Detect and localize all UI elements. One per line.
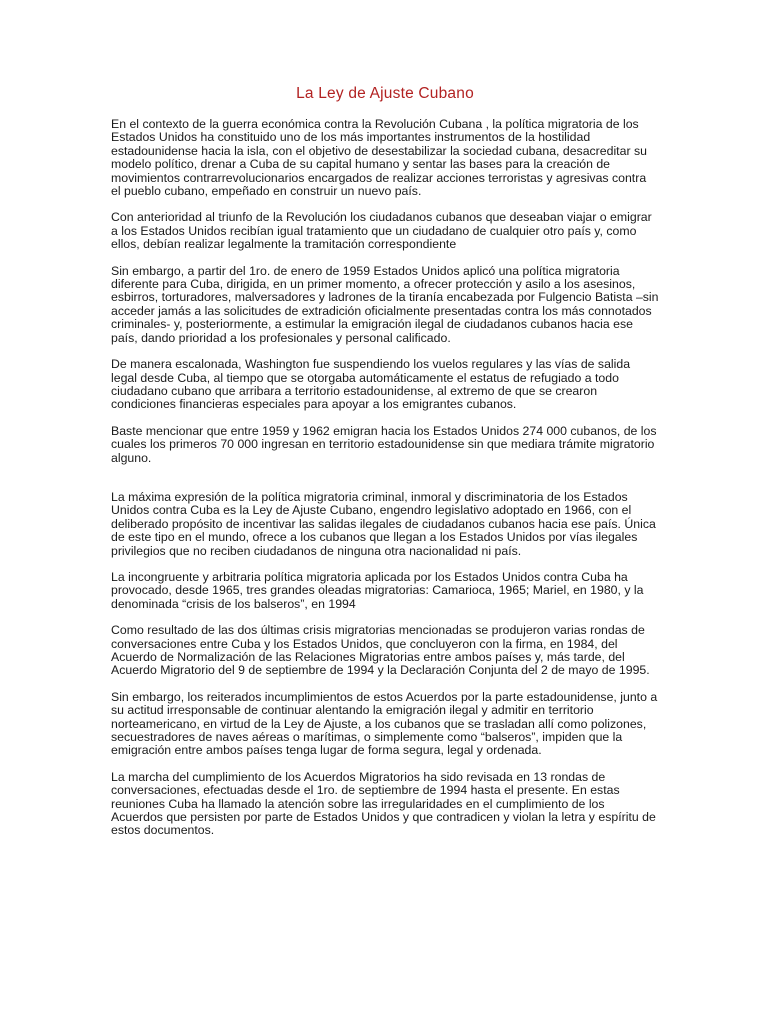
paragraph-2: Con anterioridad al triunfo de la Revolución los ciudadanos cubanos que deseaban viajar o emigrar a los Estados Unidos recibían igual tratamiento que un ciudadano de cualquier otro país y, como ellos, debían realizar legalmente la tramitación correspondiente bbox=[111, 210, 652, 252]
paragraph-9: Sin embargo, los reiterados incumplimientos de estos Acuerdos por la parte estadounidense, junto a su actitud irresponsable de continuar alentando la emigración ilegal y admitir en territorio norteamericano, en virtud de la Ley de Ajuste, a los cubanos que se trasladan allí como polizones, secuestradores de naves aéreas o marítimas, o simplemente como “balseros”, impiden que la emigración entre ambos países tenga lugar de forma segura, legal y ordenada. bbox=[111, 689, 658, 758]
paragraph-1: En el contexto de la guerra económica contra la Revolución Cubana , la política migratoria de los Estados Unidos ha constituido uno de los más importantes instrumentos de la hostilidad estadounidense hacia la isla, con el objetivo de desestabilizar la sociedad cubana, desacreditar su modelo político, drenar a Cuba de su capital humano y sentar las bases para la creación de movimientos contrarrevolucionarios encargados de realizar acciones terroristas y agresivas contra el pueblo cubano, empeñado en construir un nuevo país. bbox=[111, 117, 647, 199]
paragraph-8: Como resultado de las dos últimas crisis migratorias mencionadas se produjeron varias rondas de conversaciones entre Cuba y los Estados Unidos, que concluyeron con la firma, en 1984, del Acuerdo de Normalización de las Relaciones Migratorias entre ambos países y, más tarde, del Acuerdo Migratorio del 9 de septiembre de 1994 y la Declaración Conjunta del 2 de mayo de 1995. bbox=[111, 623, 650, 678]
paragraph-4: De manera escalonada, Washington fue suspendiendo los vuelos regulares y las vías de salida legal desde Cuba, al tiempo que se otorgaba automáticamente el estatus de refugiado a todo ciudadano cubano que arribara a territorio estadounidense, al extremo de que se crearon condiciones financieras especiales para apoyar a los emigrantes cubanos. bbox=[111, 357, 631, 412]
paragraph-3: Sin embargo, a partir del 1ro. de enero de 1959 Estados Unidos aplicó una política migratoria diferente para Cuba, dirigida, en un primer momento, a ofrecer protección y asilo a los asesinos, esbirros, torturadores, malversadores y ladrones de la tiranía encabezada por Fulgencio Batista –sin acceder jamás a las solicitudes de extradición oficialmente presentadas contra los más connotados criminales- y, posteriormente, a estimular la emigración ilegal de ciudadanos cubanos hacia ese país, dando prioridad a los profesionales y personal calificado. bbox=[111, 263, 659, 345]
paragraph-7: La incongruente y arbitraria política migratoria aplicada por los Estados Unidos contra Cuba ha provocado, desde 1965, tres grandes oleadas migratorias: Camarioca, 1965; Mariel, en 1980, y la denominada “crisis de los balseros”, en 1994 bbox=[111, 569, 644, 611]
document-title: La Ley de Ajuste Cubano bbox=[296, 85, 474, 102]
paragraph-gap bbox=[111, 478, 659, 491]
paragraph-5: Baste mencionar que entre 1959 y 1962 emigran hacia los Estados Unidos 274 000 cubanos, de los cuales los primeros 70 000 ingresan en territorio estadounidense sin que mediara trámite migratorio alguno. bbox=[111, 423, 657, 465]
paragraph-6: La máxima expresión de la política migratoria criminal, inmoral y discriminatoria de los Estados Unidos contra Cuba es la Ley de Ajuste Cubano, engendro legislativo adoptado en 1966, con el deliberado propósito de incentivar las salidas ilegales de ciudadanos cubanos hacia ese país. Única de este tipo en el mundo, ofrece a los cubanos que llegan a los Estados Unidos por vías ilegales privilegios que no reciben ciudadanos de ninguna otra nacionalidad ni país. bbox=[111, 489, 656, 558]
paragraph-10: La marcha del cumplimiento de los Acuerdos Migratorios ha sido revisada en 13 rondas de conversaciones, efectuadas desde el 1ro. de septiembre de 1994 hasta el presente. En estas reuniones Cuba ha llamado la atención sobre las irregularidades en el cumplimiento de los Acuerdos que persisten por parte de Estados Unidos y que contradicen y violan la letra y espíritu de estos documentos. bbox=[111, 769, 656, 838]
document-page bbox=[111, 85, 659, 851]
